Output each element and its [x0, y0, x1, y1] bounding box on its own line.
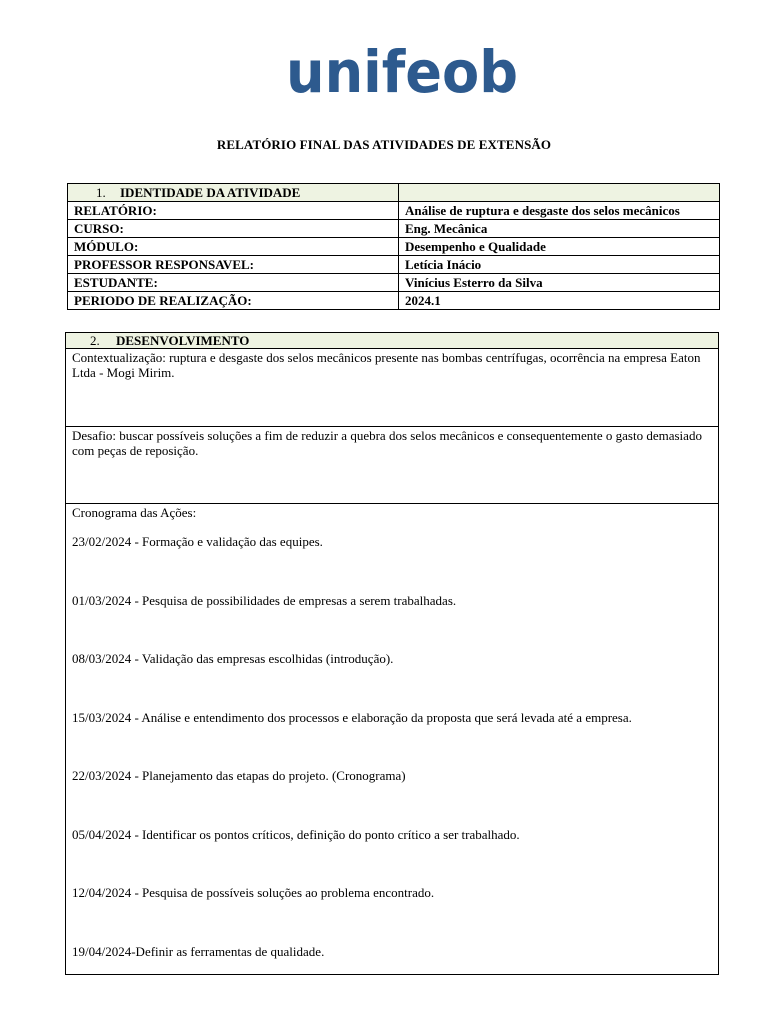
development-number: 2. [90, 333, 100, 348]
unifeob-logo [286, 40, 518, 96]
row-label: CURSO: [68, 220, 399, 238]
row-value: 2024.1 [399, 292, 720, 310]
schedule-title: Cronograma das Ações: [72, 505, 197, 520]
context-section: Contextualização: ruptura e desgaste dos selos mecânicos presente nas bombas centrífugas, ocorrência na empresa Eaton Ltda - Mogi Mirim. [66, 349, 718, 427]
list-item: 23/02/2024 - Formação e validação das equipes. [72, 534, 323, 549]
development-box [65, 332, 719, 975]
table-row [68, 256, 720, 274]
identity-heading: IDENTIDADE DA ATIVIDADE [120, 185, 301, 200]
row-label: MÓDULO: [68, 238, 399, 256]
list-item: 22/03/2024 - Planejamento das etapas do projeto. (Cronograma) [72, 768, 406, 783]
identity-number: 1. [96, 185, 106, 200]
table-row [68, 220, 720, 238]
schedule-section [66, 504, 718, 1002]
document-title: RELATÓRIO FINAL DAS ATIVIDADES DE EXTENSÃO [216, 137, 552, 152]
row-value: Análise de ruptura e desgaste dos selos mecânicos [399, 202, 720, 220]
development-heading: DESENVOLVIMENTO [116, 333, 250, 348]
list-item: 15/03/2024 - Análise e entendimento dos processos e elaboração da proposta que será levada até a empresa. [72, 709, 632, 725]
list-item: 08/03/2024 - Validação das empresas escolhidas (introdução). [72, 651, 394, 666]
identity-header-row [68, 184, 720, 202]
row-label: ESTUDANTE: [68, 274, 399, 292]
table-row [68, 274, 720, 292]
table-row [68, 292, 720, 310]
row-value: Eng. Mecânica [399, 220, 720, 238]
logo-wordmark: unifeob [286, 40, 518, 96]
challenge-section: Desafio: buscar possíveis soluções a fim de reduzir a quebra dos selos mecânicos e consequentemente o gasto demasiado com peças de reposição. [66, 427, 718, 504]
table-row [68, 238, 720, 256]
list-item: 05/04/2024 - Identificar os pontos críticos, definição do ponto crítico a ser trabalhado. [72, 826, 520, 842]
row-value: Desempenho e Qualidade [399, 238, 720, 256]
row-value: Letícia Inácio [399, 256, 720, 274]
row-label: PERIODO DE REALIZAÇÃO: [68, 292, 399, 310]
identity-table [67, 183, 720, 310]
development-header [66, 333, 718, 349]
row-label: PROFESSOR RESPONSAVEL: [68, 256, 399, 274]
table-row [68, 202, 720, 220]
row-label: RELATÓRIO: [68, 202, 399, 220]
list-item: 01/03/2024 - Pesquisa de possibilidades de empresas a serem trabalhadas. [72, 592, 457, 608]
list-item: 19/04/2024-Definir as ferramentas de qualidade. [72, 943, 325, 959]
row-value: Vinícius Esterro da Silva [399, 274, 720, 292]
list-item: 12/04/2024 - Pesquisa de possíveis soluções ao problema encontrado. [72, 885, 435, 900]
